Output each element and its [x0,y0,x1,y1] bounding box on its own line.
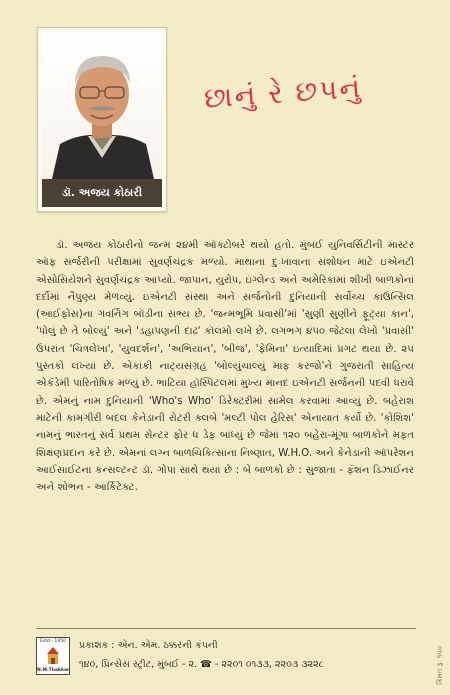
publisher-logo [36,637,70,675]
publisher-address: ૧૪૦, પ્રિન્સેસ સ્ટ્રીટ, મુંબઈ - ૨. ☎ - ૨૨૦૧ ૦૧૩૩, ૨૨૦૩ ૩૨૨૮ [79,659,324,670]
book-title: છાનું રે છપનું [203,70,364,115]
footer-divider [36,628,416,629]
author-caption: ડૉ. અજય કોઠારી [42,179,162,207]
author-portrait-image [42,32,162,179]
author-biography: ડૉ. અજય કોઠારીનો જન્મ ૨૪મી ઑક્ટોબરે થયો હતો. મુંબઈ યુનિવર્સિટીની માસ્ટર ઑફ સર્જરીની પરીક્ષામાં સુવર્ણચંદ્રક મળ્યો. માથાના દુઃખાવાના સંશોધન માટે ઇએનટી એસોસિયેશને સુવર્ણચંદ્રક આપ્યો. જાપાન, યુરોપ, ઇંગ્લેન્ડ અને અમેરિકામાં શીખી બાળકોનાં દર્દોમાં નૈપુણ્ય મેળવ્યું. ઇએનટી સંસ્થા અને સર્જનોની દુનિયાની સર્વોચ્ચ કાઉન્સિલ (આઈફોસ)ના ગવર્નિંગ બૉડીના સભ્ય છે. 'જન્મભૂમિ પ્રવાસી'માં 'સુણી સુણીને ફૂટ્યા કાન', 'પોલું છે તે બોલ્યું' અને 'ડહાપણની દાઢ' કૉલમો લખે છે. લગભગ ૪૫૦ જેટલા લેખો 'પ્રવાસી' ઉપરાંત 'ચિત્રલેખા', 'યુવદર્શન', 'અભિયાન', 'બીજ', 'ફેમિના' ઇત્યાદિમાં પ્રગટ થયા છે. ૨૫ પુસ્તકો લખ્યાં છે. એકાંકી નાટ્યસંગ્રહ 'બોલ્યુંચાલ્યું માફ કરજો'ને ગુજરાતી સાહિત્ય એકૅડેમી પારિતોષિક મળ્યું છે. ભાટિયા હૉસ્પિટલમાં મુખ્ય માનદ ઇએનટી સર્જનની પદવી ધરાવે છે. એમનું નામ દુનિયાની 'Who's Who' ડિરેક્ટરીમાં સામેલ કરવામાં આવ્યું છે. બહેરાશ માટેની કામગીરી બદલ કેનેડાની રોટરી ક્લબે 'મલ્ટી પોલ હેરિસ' એનાયાત કર્યો છે. 'કોશિશ' નામનું ભારતનું સર્વ પ્રથમ સેન્ટર ફોર ધ ડેફ બાંધ્યું છે જેમાં ૧૨૦ બહેરા-મૂંગા બાળકોને મફત શિક્ષણપ્રદાન કરે છે. એમનાં લગ્ન બાળચિકિત્સાના નિષ્ણાત, W.H.O. અને કેનેડાની ઑપરેશન આઈસાઈટના કન્સલ્ટન્ટ ડૉ. ગોપા સાથે થયાં છે : બે બાળકો છે : સુજાતા - ફૅશન ડિઝાઈનર અને શોભન - આર્કિટેક્ટ. [36,240,414,494]
publisher-logo-est: Estd - 1950 [40,639,66,644]
temple-icon [45,646,61,666]
publisher-name: પ્રકાશક : એન. એમ. ઠક્કરની કંપની [79,640,218,651]
author-photo [42,32,162,179]
publisher-logo-brand: N.M.Thakkar [37,668,70,673]
author-photo-frame [37,27,167,212]
price-note: કિંમત રૂ. ૧૫૦ [436,646,444,685]
